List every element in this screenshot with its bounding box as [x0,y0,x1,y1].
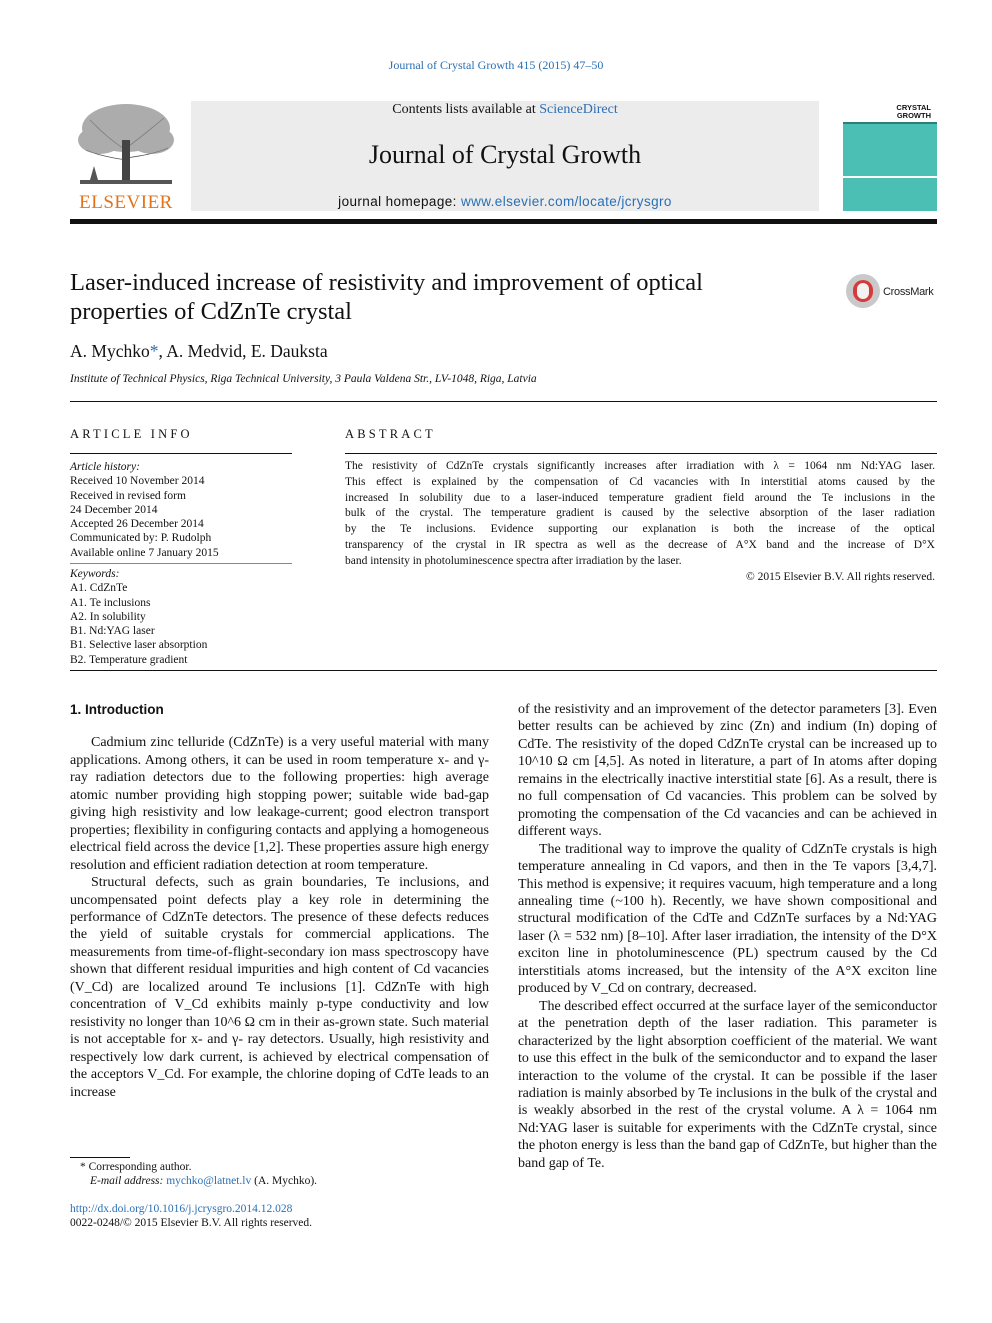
journal-reference[interactable]: Journal of Crystal Growth 415 (2015) 47–50 [388,58,604,72]
footnote-rule [70,1157,130,1158]
cover-title-line2: GROWTH [896,111,931,120]
crossmark-icon [846,274,880,308]
title-line2: properties of CdZnTe crystal [70,298,352,325]
info-subrule [70,563,292,564]
article-title [70,268,790,326]
right-column [518,701,937,1172]
doi-link[interactable]: http://dx.doi.org/10.1016/j.jcrysgro.2014.12.028 [70,1203,293,1215]
keyword: A1. CdZnTe [70,582,128,595]
abstract-text [345,459,935,585]
body-paragraph: The traditional way to improve the quality of CdZnTe crystals is high temperature annealing in Cd vapors, and then in the Te vapors [3,4,7]. This method is expensive; it requires vacuum, high temperature and a long annealing time (~100 h). Recently, we have shown compositional and structural modification of the CdTe and CdZnTe surfaces by a Nd:YAG laser (λ = 532 nm) [8–10]. After laser irradiation, the intensity of the D°X exciton line in photoluminescence (PL) spectrum caused by the Cd interstitials atoms increased, but the intensity of the A°X exciton line produced by V_Cd on contrary, decreased. [518,841,937,997]
corresponding-author-mark[interactable]: * [149,341,159,361]
affiliation: Institute of Technical Physics, Riga Technical University, 3 Paula Valdena Str., LV-1048, Riga, Latvia [70,373,537,385]
email-link[interactable]: mychko@latnet.lv [166,1175,252,1188]
abstract-line: This effect is explained by the compensation of Cd vacancies with In interstitial atoms caused by the [345,475,935,488]
journal-title: Journal of Crystal Growth [368,140,642,169]
keyword: B1. Nd:YAG laser [70,625,155,638]
corresponding-label: * Corresponding author. [80,1161,192,1173]
divider [70,670,937,671]
keyword: A2. In solubility [70,610,146,623]
corresponding-author-note [80,1160,500,1189]
abstract-copyright: © 2015 Elsevier B.V. All rights reserved. [746,570,935,583]
article-info-heading: ARTICLE INFO [70,427,193,441]
abstract-line: by the Te inclusions. Evidence supporting our explanation is both the increase of the optical [345,523,935,536]
body-paragraph: Structural defects, such as grain boundaries, Te inclusions, and uncompensated point defects play a key role in determining the performance of CdZnTe detectors. The presence of these defects reduces the yield of suitable crystals for commercial applications. The measurements from time-of-flight-secondary ion mass spectroscopy have shown that different residual impurities and high content of Cd vacancies (V_Cd) are localized around Te inclusions [1]. CdZnTe with high concentration of V_Cd exhibits mainly p-type conductivity and low resistivity no longer than 10^6 Ω cm in their as-grown state. Such material is not acceptable for x- and γ- ray detectors. Usually, high resistivity and respectively low dark current, is achieved by electrical compensation of the acceptors V_Cd. For example, the chlorine doping of CdTe leads to an increase [70,875,489,1100]
info-rule [70,453,292,454]
cover-title-line1: CRYSTAL [896,103,931,112]
keyword: B2. Temperature gradient [70,653,188,666]
history-item: Accepted 26 December 2014 [70,518,204,531]
homepage-line [191,194,819,209]
crossmark-label: CrossMark [883,286,934,298]
history-item: Received 10 November 2014 [70,475,205,488]
left-column [70,701,489,1101]
issn-line: 0022-0248/© 2015 Elsevier B.V. All rights reserved. [70,1217,313,1230]
abstract-line: band intensity in photoluminescence spectra after irradiation by the laser. [345,554,682,567]
title-line1: Laser-induced increase of resistivity and improvement of optical [70,269,703,296]
publisher-name: ELSEVIER [79,192,173,213]
history-item: Received in revised form [70,489,186,502]
homepage-prefix: journal homepage: [338,194,461,209]
header-rule [70,219,937,224]
abstract-line: transparency of the crystal in IR spectra as well as the decrease of A°X band and the increase of D°X [345,538,935,551]
divider [70,401,937,402]
journal-cover-thumbnail[interactable] [843,94,937,211]
keyword: A1. Te inclusions [70,596,151,609]
history-item: Available online 7 January 2015 [70,546,219,559]
abstract-rule [345,453,937,454]
history-item: Communicated by: P. Rudolph [70,532,212,545]
body-paragraph: of the resistivity and an improvement of the detector parameters [3]. Even better results can be achieved by zinc (Zn) and indium (In) doping of CdTe. The resistivity of the doped CdZnTe crystal can be increased up to 10^10 Ω cm [4,5]. As noted in literature, a part of In atoms after doping remains in the electrically inactive interstitial state [6]. As a result, there is no full compensation of Cd vacancies. This problem can be solved by promoting the compensation of the Cd vacancies and can be achieved in different ways. [518,702,937,840]
keywords-label: Keywords: [70,568,120,580]
author-list [70,341,328,362]
contents-prefix: Contents lists available at [392,102,540,117]
history-label: Article history: [70,461,140,473]
body-paragraph: Cadmium zinc telluride (CdZnTe) is a very useful material with many applications. Among others, it can be used in room temperature x- and γ- ray radiation detectors due to the following properties: high average atomic number providing high stopping power; suitable wide bad-gap giving high resistivity and low leakage-current; good electron transport properties; flexibility in configuring contacts and applying a homogeneous electrical field across the device [1,2]. These properties assure high energy resolution and efficient radiation detection at room temperature. [70,735,489,873]
abstract-heading: ABSTRACT [345,427,436,441]
cover-title [896,104,931,120]
other-authors: , A. Medvid, E. Dauksta [158,341,328,361]
abstract-line: The resistivity of CdZnTe crystals significantly increases after irradiation with λ = 1064 nm Nd:YAG laser. [345,460,935,472]
email-suffix: (A. Mychko). [251,1175,318,1188]
publication-info [70,1202,500,1231]
body-paragraph: The described effect occurred at the surface layer of the semiconductor at the penetration depth of the laser radiation. This parameter is characterized by the light absorption coefficient of the material. We want to use this effect in the bulk of the semiconductor and to expand the laser interaction to the volume of the crystal. It can be possible if the laser radiation is mainly absorbed by Te inclusions in the bulk of the crystal and is weakly absorbed in the rest of the crystal volume. A λ = 1064 nm Nd:YAG laser is suitable for experiments with the CdZnTe crystal, since the photon energy is less than the band gap of CdZnTe, but higher than the band gap of Te. [518,998,937,1171]
keywords [70,567,292,667]
keyword: B1. Selective laser absorption [70,639,208,652]
abstract-line: bulk of the crystal. The temperature gradient is caused by the selective absorption of the laser radiation [345,507,935,520]
section-heading-introduction: 1. Introduction [70,702,164,717]
contents-line [191,102,819,118]
abstract-line: increased In solubility due to a laser-induced temperature gradient field around the Te inclusions in the [345,491,935,504]
author-1[interactable]: A. Mychko [70,341,150,361]
email-line [80,1174,500,1188]
history-item: 24 December 2014 [70,503,158,516]
email-label: E-mail address: [90,1175,167,1188]
crossmark-badge[interactable] [846,274,938,312]
homepage-link[interactable]: www.elsevier.com/locate/jcrysgro [460,194,672,209]
article-history [70,460,292,560]
sciencedirect-link[interactable]: ScienceDirect [539,102,618,117]
